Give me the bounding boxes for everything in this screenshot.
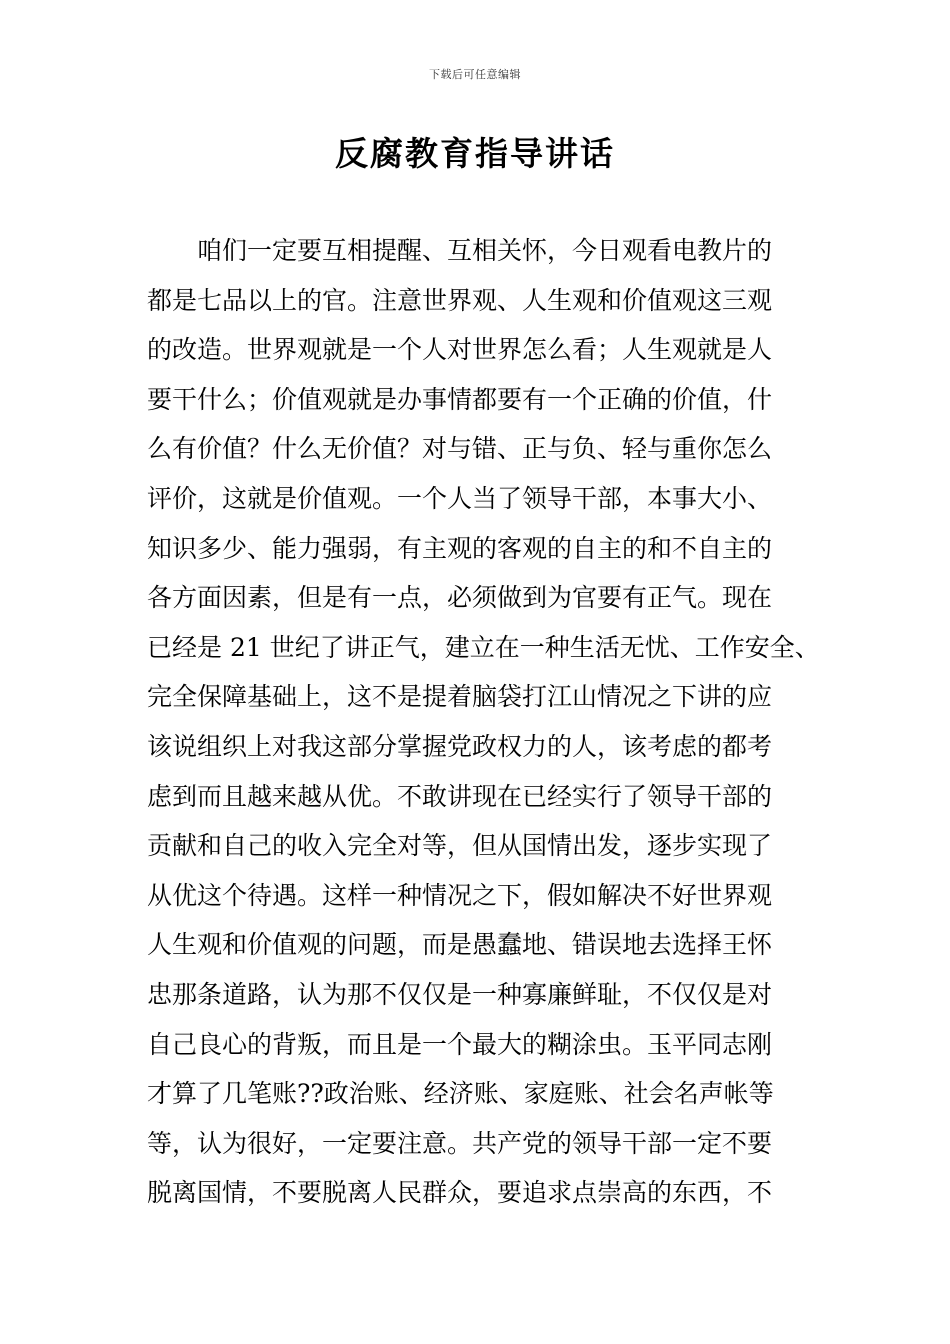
body-line: 该说组织上对我这部分掌握党政权力的人，该考虑的都考 [147,731,773,761]
body-line: 从优这个待遇。这样一种情况之下，假如解决不好世界观 [147,880,773,910]
document-title: 反腐教育指导讲话 [335,134,615,173]
body-line: 脱离国情，不要脱离人民群众，要追求点崇高的东西，不 [147,1178,773,1208]
body-paragraph [147,226,820,1218]
body-line: 已经是 21 世纪了讲正气，建立在一种生活无忧、工作安全、 [147,632,820,662]
body-line: 的改造。世界观就是一个人对世界怎么看；人生观就是人 [147,335,773,365]
body-line: 要干什么；价值观就是办事情都要有一个正确的价值，什 [147,384,773,414]
header-note: 下载后可任意编辑 [429,68,521,81]
body-line: 完全保障基础上，这不是提着脑袋打江山情况之下讲的应 [147,682,773,712]
body-line: 自己良心的背叛，而且是一个最大的糊涂虫。玉平同志刚 [147,1029,773,1059]
body-line: 人生观和价值观的问题，而是愚蠢地、错误地去选择王怀 [147,930,773,960]
body-line: 评价，这就是价值观。一个人当了领导干部，本事大小、 [147,483,773,513]
body-line: 虑到而且越来越从优。不敢讲现在已经实行了领导干部的 [147,781,773,811]
body-line: 都是七品以上的官。注意世界观、人生观和价值观这三观 [147,285,773,315]
body-line: 忠那条道路，认为那不仅仅是一种寡廉鲜耻，不仅仅是对 [147,979,773,1009]
body-line: 才算了几笔账??政治账、经济账、家庭账、社会名声帐等 [147,1079,774,1109]
body-line: 么有价值？什么无价值？对与错、正与负、轻与重你怎么 [147,434,773,464]
body-line: 各方面因素，但是有一点，必须做到为官要有正气。现在 [147,583,773,613]
body-line: 贡献和自己的收入完全对等，但从国情出发，逐步实现了 [147,831,773,861]
body-line: 等，认为很好，一定要注意。共产党的领导干部一定不要 [147,1128,773,1158]
body-line: 咱们一定要互相提醒、互相关怀，今日观看电教片的 [197,236,773,265]
body-line: 知识多少、能力强弱，有主观的客观的自主的和不自主的 [147,533,773,563]
